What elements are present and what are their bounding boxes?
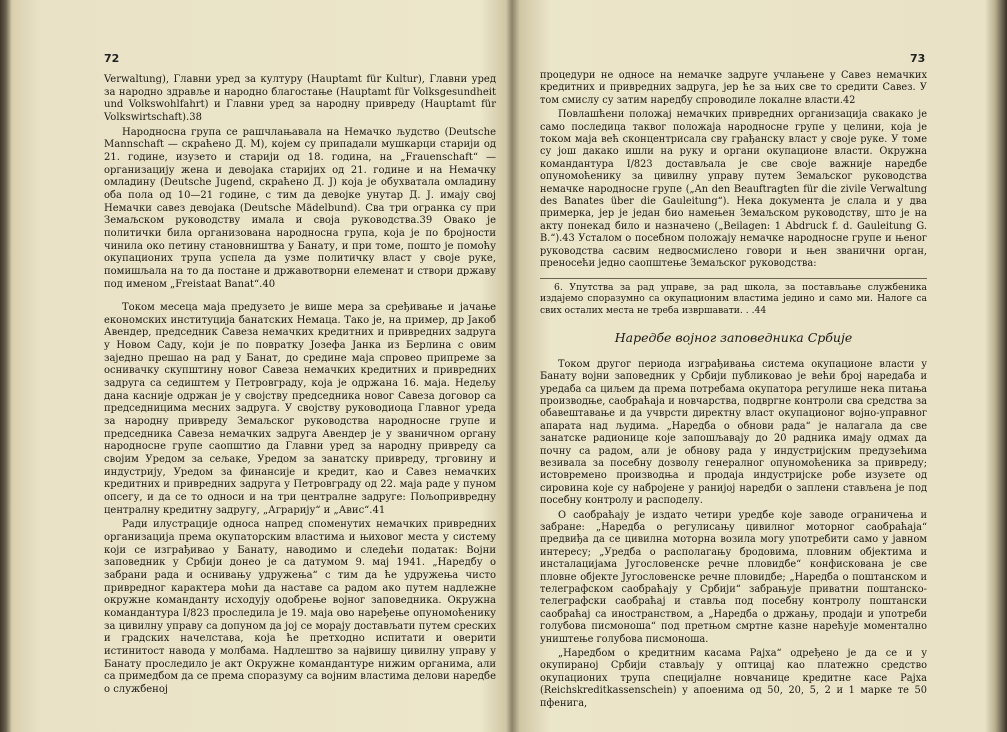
paragraph: Током месеца маја предузето је више мера за сређивање и јачање економских институција банатских Немаца. Тако је, на пример, др Јакоб Авендер, председник Савеза немачких кредитних и привредних задруга у Новом Саду, који је по повратку Јозефа Јанка из Берлина с овим заједно прешао на рад у Банат, до средине маја спровео припреме за оснивачку скупштину новог Савеза немачких кредитних и привредних задруга са седиштем у Петровграду, која је одржана 16. маја. Недељу дана касније одржан је у својству председника новог Савеза договор са председницима месних задруга. У својству руководиоца Главног уреда за народну привреду Земаљског руководства народносне групе и председника Савеза немачких задруга Авендер је у званичном органу народносне групе саопштио да Главни уред за народну привреду са својим Уредом за сељаке, Уредом за занатску привреду, трговину и индустрију, Уредом за финансије и кредит, као и Савез немачких кредитних и привредних задруга у Петровграду од 22. маја раде у пуном опсегу, и да се то односи и на три централне задруге: Пољопривредну централну кредитну задругу, „Аграрију“ и „Авис“.41	[104, 302, 496, 516]
section-heading: Наредбе војног заповедника Србије	[614, 330, 853, 346]
paragraph: „Наредбом о кредитним касама Рајха“ одређено је да се и у окупираној Србији стављају у оптицај као платежно средство окупационих трупа специјалне новчанице кредитне касе Рајха (Reichskreditkassenschein) у апоенима од 50, 20, 5, 2 и 1 марке те 50 пфенига,	[540, 648, 927, 709]
paragraph: Повлашћени положај немачких привредних организација свакако је само последица таквог положаја народносне групе у целини, која је током маја већ сконцентрисала сву грађанску власт у своје руке. У томе су још дакако ишли на руку и органи окупационе власти. Окружна командантура I/823 достављала је све своје важније наредбе опуномоћенику за цивилну управу путем Земаљског руководства немачке народносне групе („An den Beauftragten für die zivile Verwaltung des Banates über die Gauleitung“). Нека документа је слала и у два примерка, јер је један био намењен Земаљском руководству, што је на акту понекад било и назначено („Beilagen: 1 Abdruck f. d. Gauleitung G. B.“).43 Усталом о посебном положају немачке народносне групе и њеног руководства сасвим недвосмислено говори и њен званични орган, преносећи једно саопштење Земаљског руководства:	[540, 109, 927, 270]
paragraph: Verwaltung), Главни уред за културу (Hauptamt für Kultur), Главни уред за народно здравље и народно благостање (Hauptamt für Volksgesundheit und Volkswohlfahrt) и Главни уред за народну привреду (Hauptamt für Volkswirtschaft).38	[104, 74, 496, 123]
quoted-directive: 6. Упутства за рад управе, за рад школа, за постављање службеника издајемо споразумно са окупационим властима једино и само ми. Налоге са свих осталих места не треба извршавати. . .44	[540, 278, 927, 317]
left-page-text	[104, 74, 496, 699]
page-number: 73	[910, 52, 926, 65]
paragraph: Ради илустрације односа напред споменутих немачких привредних организација према окупаторским властима и њиховог места у систему који се изграђивао у Банату, наводимо и следећи податак: Војни заповедник у Србији донео је са датумом 9. мај 1941. „Наредбу о забрани рада и оснивању удружења“ с тим да ће удружења чисто привредног карактера моћи да наставе са радом ако путем надлежне окружне команданту исходују одобрење војног заповедника. Окружна командантура I/823 проследила је 19. маја ово наређење опуномоћенику за цивилну управу са допуном да јој се морају достављати путем среских и градских начелстава, која ће претходно испитати и оверити истинитост навода у молбама. Надлештво за највишу цивилну управу у Банату проследило је акт Окружне командантуре нижим органима, али са примедбом да се према споразуму са војним властима делови наредбе о службеној	[104, 519, 496, 695]
paragraph: О саобраћају је издато четири уредбе које заводе ограничења и забране: „Наредба о регулисању цивилног моторног саобраћаја“ предвиђа да се цивилна моторна возила могу употребити само у јавном интересу; „Уредба о располагању бродовима, пловним објектима и инсталацијама Југословенске речне пловидбе“ конфискована је све пловне објекте Југословенске речне пловидбе; „Наредба о поштанском и телеграфском саобраћају у Србији“ забрањује приватни поштанско-телеграфски саобраћај и ставља под посебну контролу поштански саобраћај са иностранством, а „Наредба о држању, продаји и употреби голубова писмоноша“ под претњом смртне казне нарећује моментално уништење голубова писмоноша.	[540, 509, 927, 645]
right-page-text	[540, 70, 927, 712]
paragraph: Народносна група се рашчлањавала на Немачко људство (Deutsche Mannschaft — скраћено Д. М), којем су припадали мушкарци старији од 21. године, изузето и старији од 18. година, на „Frauenschaft“ — организацију жена и девојака старијих од 21. године и на Немачку омладину (Deutsche Jugend, скраћено Д. Ј) која је обухватала омладину оба пола од 10—21 године, с тим да девојке унутар Д. Ј. имају свој Немачки савез девојака (Deutsche Mädelbund). Сва три огранка су при Земаљском руководству имала и своја руководства.39 Овако је политички била организована народносна група, која је по бројности чинила око петину становништва у Банату, и при томе, пошто је помоћу окупационих трупа успела да узме политичку власт у своје руке, помишљала на то да постане и државотворни елеменат и створи државу под именом „Freistaat Banat“.40	[104, 126, 496, 290]
right-page	[515, 0, 995, 732]
paragraph: Током другог периода изграђивања система окупационе власти у Банату војни заповедник у Србији публиковао је већи број наредаба и уредаба са циљем да према потребама окупатора регулише нека питања производње, саобраћаја и новчарства, подвргне контроли сва средства за обавештавање и да учврсти директну власт окупационог војно-управног апарата над људима. „Наредба о обнови рада“ је налагала да све занатске радионице које запошљавају до 20 радника имају одмах да почну са радом, али је обнову рада у индустријским предузећима везивала за посебну дозволу генералног опуномоћеника за привреду; истовремено производња и продаја индустријске робе изузете од сировина које су набројене у ранијој наредби о заплени стављена је под посебну контролу и расподелу.	[540, 358, 927, 507]
left-page	[12, 0, 509, 732]
paragraph: процедури не односе на немачке задруге учлањене у Савез немачких кредитних и привредних задруга, јер ће за њих све то средити Савез. У том смислу су затим наредбу спроводиле локалне власти.42	[540, 70, 927, 106]
page-number: 72	[104, 52, 120, 65]
